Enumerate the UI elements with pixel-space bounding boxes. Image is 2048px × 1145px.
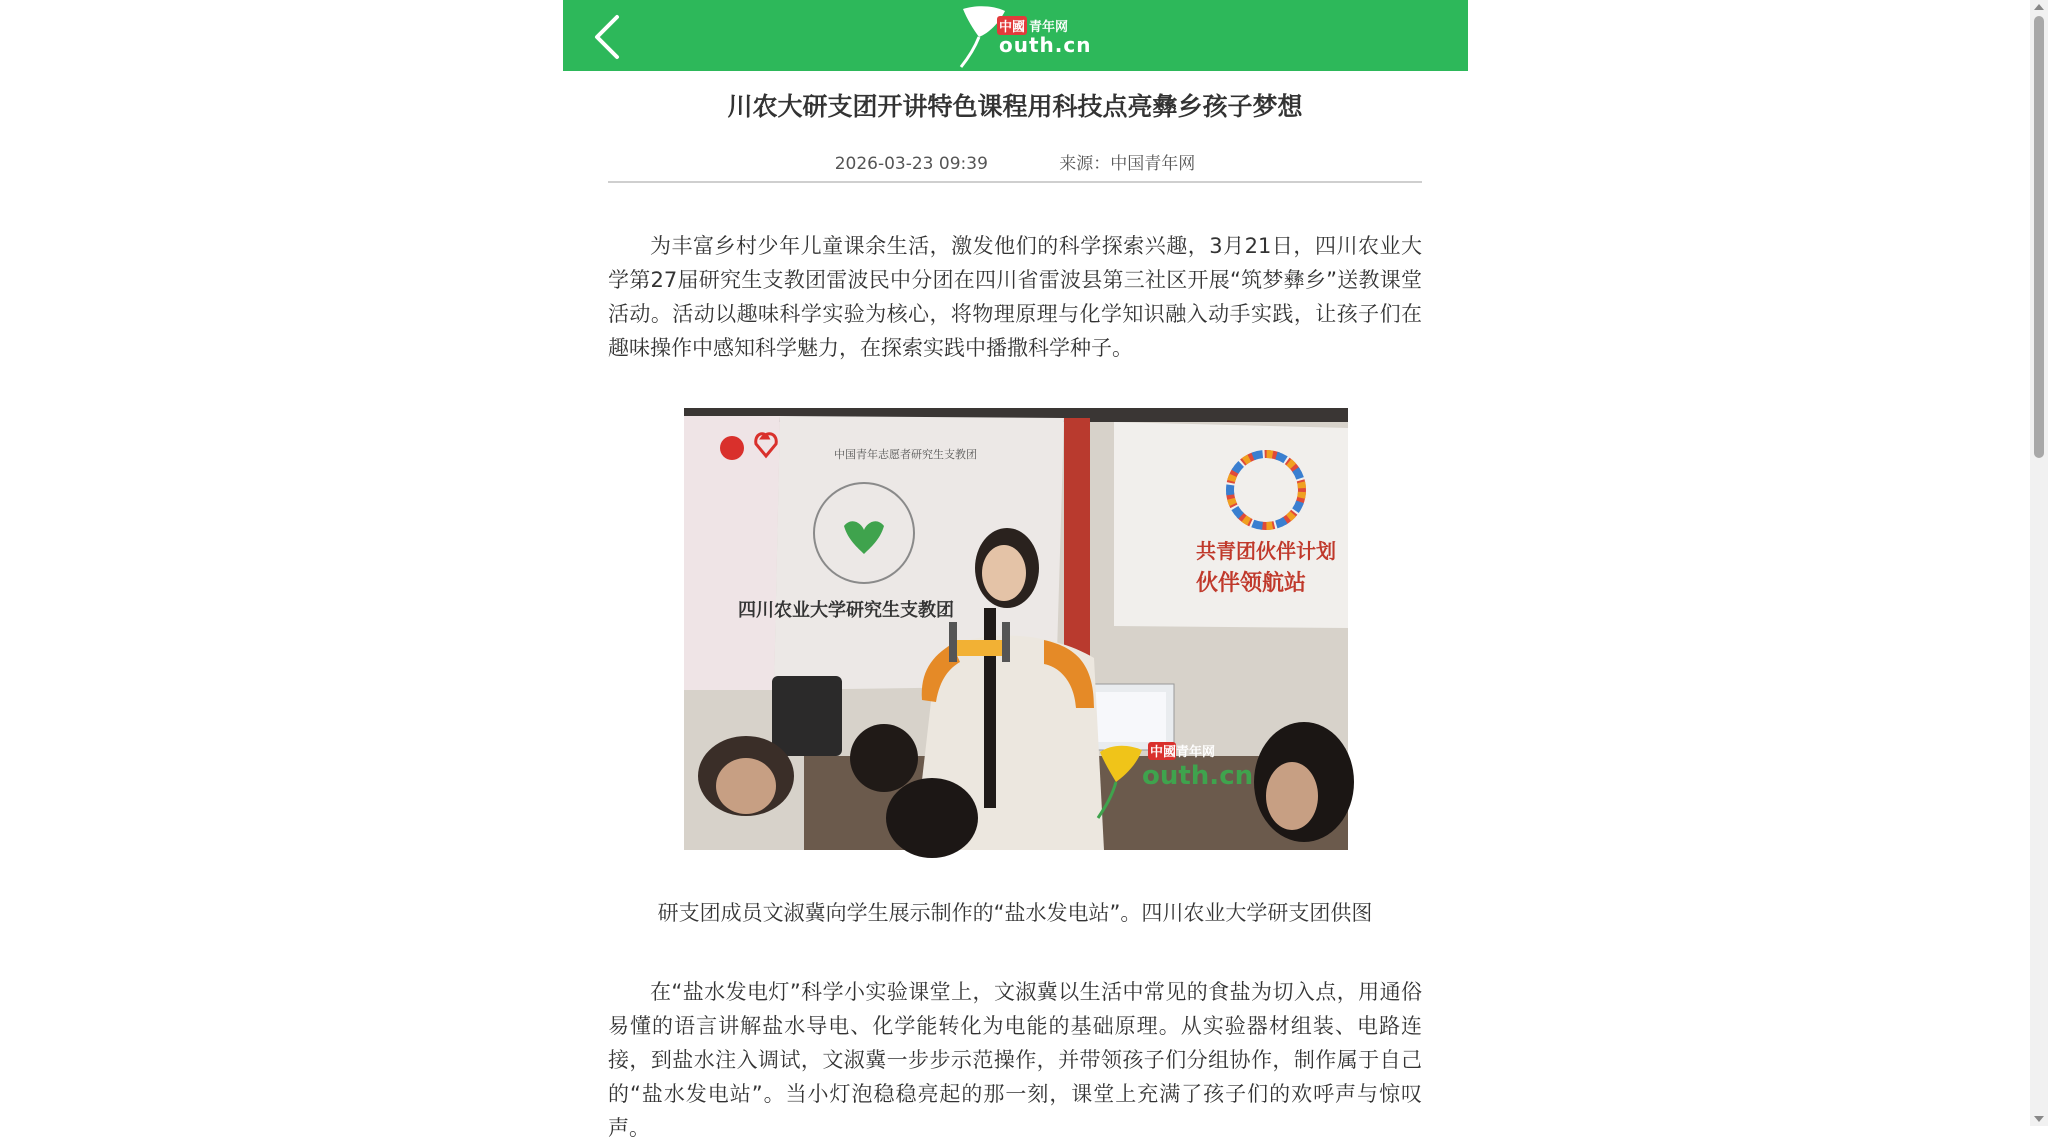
scrollbar[interactable] <box>2030 0 2048 1126</box>
banner-right-text-1: 共青团伙伴计划 <box>1196 539 1336 563</box>
article-paragraph: 在“盐水发电灯”科学小实验课堂上，文淑冀以生活中常见的食盐为切入点，用通俗易懂的语言讲解盐水导电、化学能转化为电能的基础原理。从实验器材组装、电路连接，到盐水注入调试，文淑冀一步步示范操作，并带领孩子们分组协作，制作属于自己的“盐水发电站”。当小灯泡稳稳亮起的那一刻，课堂上充满了孩子们的欢呼声与惊叹声。 <box>608 980 1422 1140</box>
logo-cn-text: 中國 青年网 <box>997 16 1068 35</box>
back-button[interactable] <box>591 14 627 60</box>
article-meta <box>608 149 1422 183</box>
watermark-cn: 中國青年网 <box>1150 745 1216 760</box>
article-paragraph: 为丰富乡村少年儿童课余生活，激发他们的科学探索兴趣，3月21日，四川农业大学第27届研究生支教团雷波民中分团在四川省雷波县第三社区开展“筑梦彝乡”送教课堂活动。活动以趣味科学实验为核心，将物理原理与化学知识融入动手实践，让孩子们在趣味操作中感知科学魅力，在探索实践中播撒科学种子。 <box>608 234 1422 360</box>
youth-cn-logo[interactable] <box>953 3 1103 69</box>
article-photo <box>684 408 1348 850</box>
logo-en-text: outh.cn <box>999 33 1092 57</box>
article-title: 川农大研支团开讲特色课程用科技点亮彝乡孩子梦想 <box>727 92 1303 121</box>
watermark-en: outh.cn <box>1142 761 1254 791</box>
banner-right-text-2: 伙伴领航站 <box>1196 571 1307 596</box>
photo-caption: 研支团成员文淑冀向学生展示制作的“盐水发电站”。四川农业大学研支团供图 <box>657 901 1373 925</box>
scroll-thumb[interactable] <box>2034 16 2044 458</box>
article-source: 来源：中国青年网 <box>1059 154 1196 174</box>
scroll-up-icon[interactable] <box>2034 4 2044 10</box>
scroll-down-icon[interactable] <box>2034 1116 2044 1122</box>
banner-left-text: 四川农业大学研究生支教团 <box>738 600 954 621</box>
banner-top-text: 中国青年志愿者研究生支教团 <box>834 448 977 461</box>
publish-date: 2026-03-23 09:39 <box>834 154 988 174</box>
chevron-left-icon <box>591 14 627 60</box>
classroom-photo <box>684 408 1348 850</box>
site-header <box>563 0 1468 71</box>
